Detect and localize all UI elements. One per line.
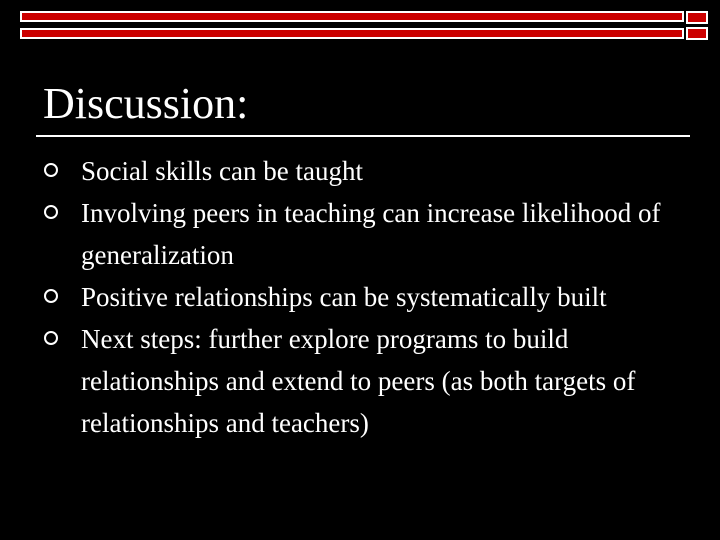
hollow-circle-icon: [44, 205, 58, 219]
bullet-item: [44, 318, 684, 444]
band-box-lower: [686, 27, 708, 40]
band-bar-lower: [20, 28, 684, 39]
bullet-text: Social skills can be taught: [81, 156, 363, 186]
hollow-circle-icon: [44, 331, 58, 345]
bullet-text: Next steps: further explore programs to build relationships and extend to peers (as both targets of relationships and teachers): [81, 324, 636, 438]
bullet-item: [44, 150, 684, 192]
bullet-item: [44, 192, 684, 276]
hollow-circle-icon: [44, 163, 58, 177]
slide-title: Discussion:: [43, 79, 249, 128]
bullet-item: [44, 276, 684, 318]
band-bar-upper: [20, 11, 684, 22]
decorative-header-band: [20, 11, 708, 41]
title-divider: [36, 135, 690, 137]
bullet-list: [44, 150, 684, 444]
band-box-upper: [686, 11, 708, 24]
bullet-text: Positive relationships can be systematically built: [81, 282, 607, 312]
hollow-circle-icon: [44, 289, 58, 303]
bullet-text: Involving peers in teaching can increase likelihood of generalization: [81, 198, 661, 270]
